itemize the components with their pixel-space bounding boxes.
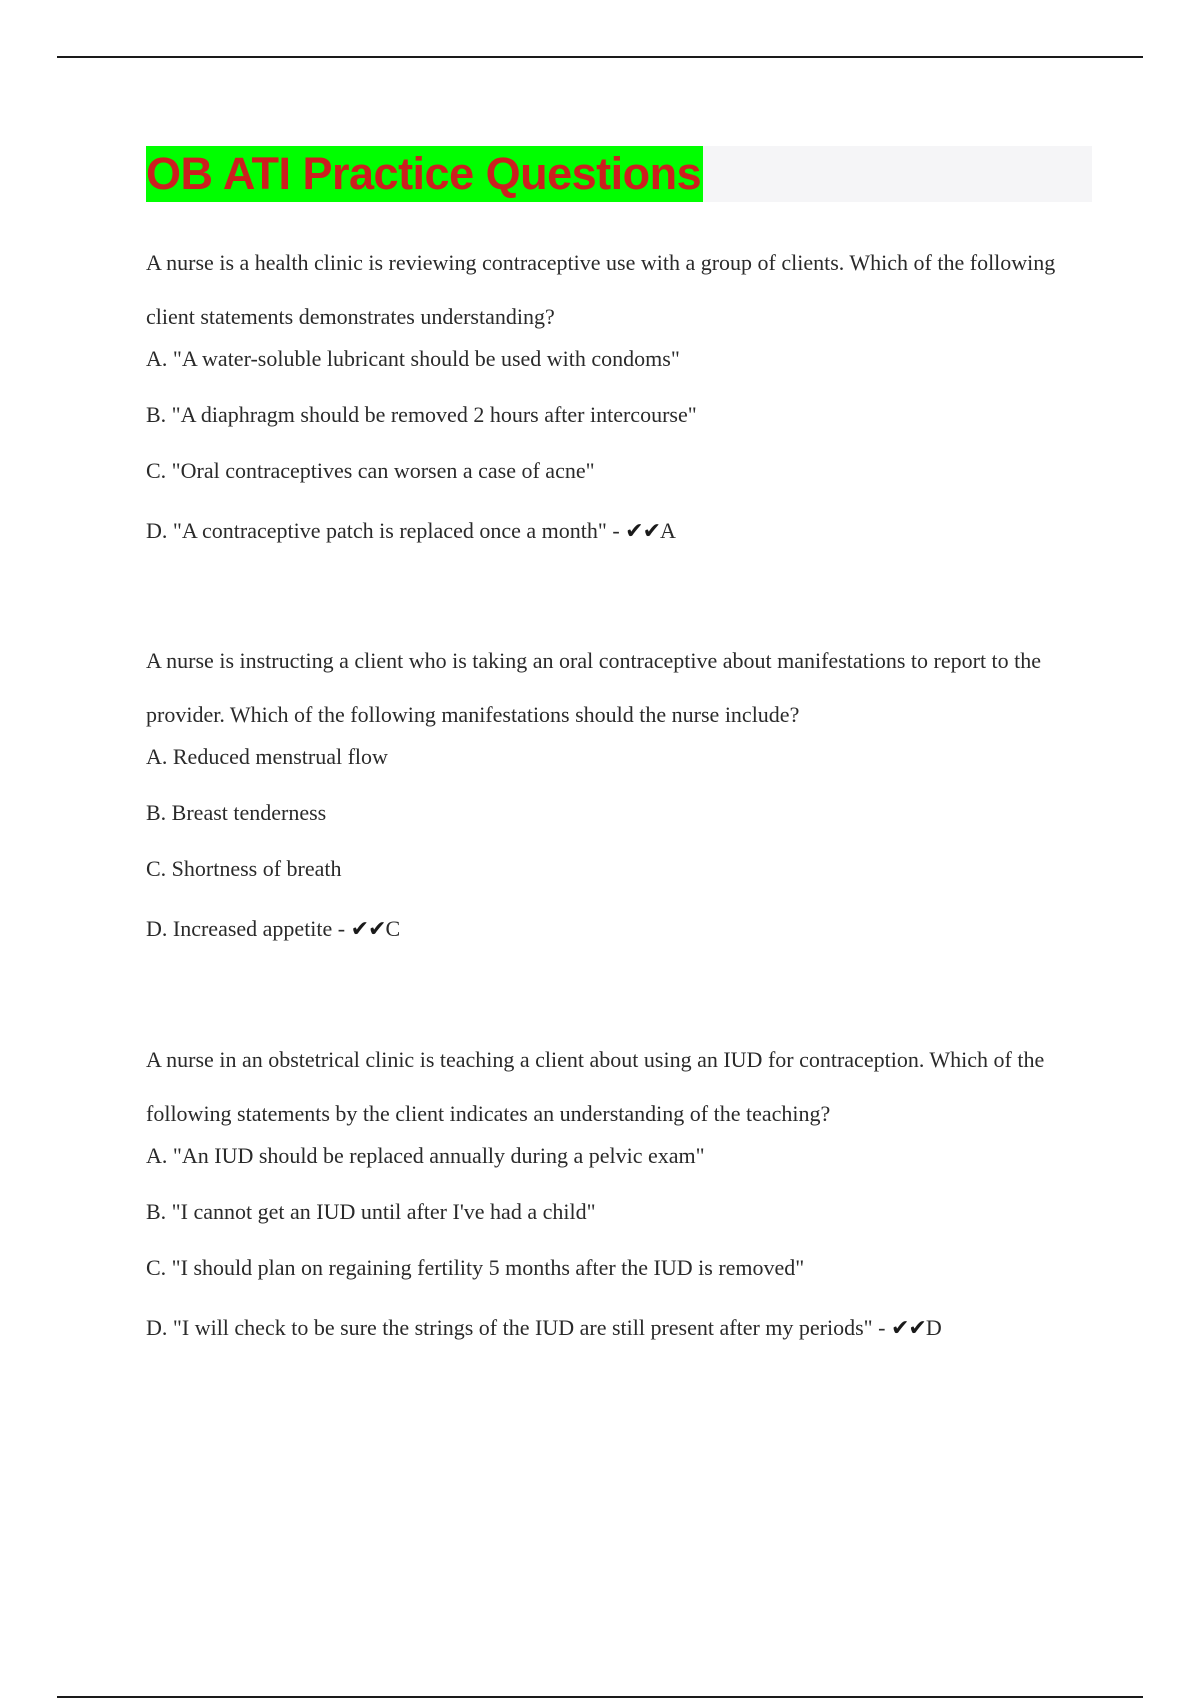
check-mark-icon: ✔✔ — [625, 519, 661, 544]
question-stem: A nurse is instructing a client who is taking an oral contraceptive about manifestations to report to the provider. Which of the following manifestations should the nurse include? — [146, 648, 1042, 727]
correct-answer: A — [660, 518, 676, 543]
header-rule — [57, 56, 1143, 58]
option-d — [146, 1313, 1096, 1369]
option-b: B. "A diaphragm should be removed 2 hours after intercourse" — [146, 402, 697, 427]
option-c: C. "I should plan on regaining fertility 5 months after the IUD is removed" — [146, 1255, 805, 1280]
option-d — [146, 914, 1096, 970]
option-a: A. "An IUD should be replaced annually during a pelvic exam" — [146, 1143, 705, 1168]
option-c: C. "Oral contraceptives can worsen a case of acne" — [146, 458, 595, 483]
option-d — [146, 516, 1096, 572]
correct-answer: D — [925, 1315, 942, 1340]
check-mark-icon: ✔✔ — [890, 1316, 926, 1341]
option-d-text: D. Increased appetite - — [146, 916, 351, 941]
question-1 — [146, 250, 1096, 572]
answer-options — [146, 344, 1096, 572]
question-stem: A nurse in an obstetrical clinic is teaching a client about using an IUD for contraception. Which of the following statements by the client indicates an understanding of the teaching? — [146, 1047, 1045, 1126]
option-c: C. Shortness of breath — [146, 856, 342, 881]
option-b: B. Breast tenderness — [146, 800, 327, 825]
check-mark-icon: ✔✔ — [350, 917, 386, 942]
footer-rule — [57, 1696, 1143, 1698]
answer-options — [146, 1141, 1096, 1369]
option-d-text: D. "I will check to be sure the strings of the IUD are still present after my periods" - — [146, 1315, 891, 1340]
option-a: A. "A water-soluble lubricant should be used with condoms" — [146, 346, 680, 371]
question-stem: A nurse is a health clinic is reviewing contraceptive use with a group of clients. Which of the following client statements demonstrates understanding? — [146, 250, 1056, 329]
option-d-text: D. "A contraceptive patch is replaced once a month" - — [146, 518, 626, 543]
question-2 — [146, 648, 1096, 970]
document-title: OB ATI Practice Questions — [146, 146, 703, 202]
option-b: B. "I cannot get an IUD until after I've had a child" — [146, 1199, 596, 1224]
answer-options — [146, 742, 1096, 970]
question-3 — [146, 1047, 1096, 1369]
correct-answer: C — [385, 916, 401, 941]
option-a: A. Reduced menstrual flow — [146, 744, 388, 769]
